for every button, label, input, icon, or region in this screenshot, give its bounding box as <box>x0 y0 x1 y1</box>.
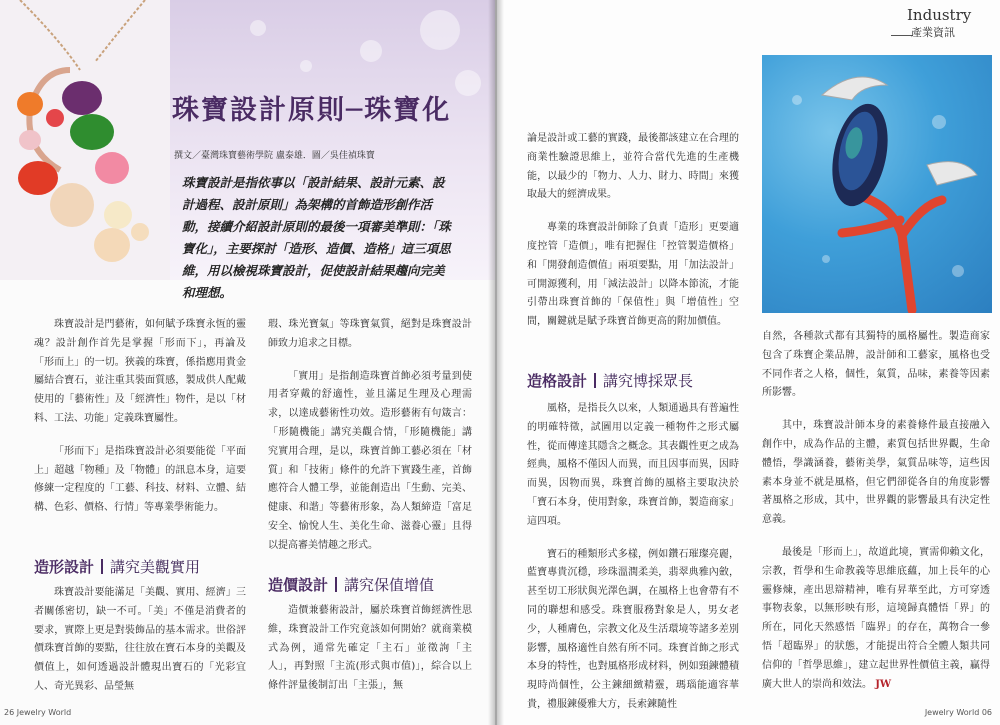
divider <box>594 373 596 388</box>
section-heading-price <box>268 574 434 595</box>
section-form-text <box>34 584 246 711</box>
author-signature: JW <box>875 678 892 690</box>
divider <box>891 35 913 36</box>
section-heading-subtitle: 講究美觀實用 <box>110 558 201 576</box>
paragraph: 自然，各種款式都有其獨特的風格屬性。製造商家包含了珠寶企業品牌，設計師和工藝家，風格也受不同作者之人格，個性，氣質，品味，素養等因素所影響。 <box>762 331 990 399</box>
paragraph: 論是設計或工藝的實踐，最後都該建立在合理的商業性驗證思維上，並符合當代先進的生產機能，以最少的「物力、人力、財力、時間」來獲取最大的經濟成果。 <box>527 133 739 201</box>
paragraph: 瑕、珠光寶氣」等珠寶氣質，絕對是珠寶設計師致力追求之目標。 <box>268 319 472 349</box>
section-price-text <box>268 602 472 710</box>
paragraph: 造價兼藝術設計，屬於珠寶首飾經濟性思維，珠寶設計工作究竟該如何開始？就商業模式為例，通常先確定「主石」並徵詢「主人」，再對照「主流(形式與市值)」，綜合以上條件評量後制訂出「主張」，無 <box>268 605 472 692</box>
paragraph: 專業的珠寶設計師除了負責「造形」更要適度控管「造價」，唯有把握住「控管製造價格」和「開發創造價值」兩項要點，用「加法設計」可開源獲利，用「減法設計」以降本節流，才能引帶出珠寶首飾的「保值性」與「增值性」空間，關鍵就是賦予珠寶首飾更高的附加價值。 <box>527 222 739 328</box>
paragraph: 「實用」是指創造珠寶首飾必須考量到使用者穿戴的舒適性，並且滿足生理及心理需求，以達成藝術性功效。造形藝術有句箴言：「形隨機能」講究美觀合情，「形隨機能」講究實用合理，是以，珠寶首飾工藝必須在「材質」和「技術」條件的允許下實踐生產，首飾應符合人體工學，並能創造出「生動、完美、健康、和諧」等藝術形象，為人類締造「富足安全、愉悅人生、美化生命、滋養心靈」且得以提高審美情趣之形式。 <box>268 370 472 551</box>
pendant-necklace-image <box>0 0 170 280</box>
paragraph: 珠寶設計要能滿足「美觀、實用、經濟」三者關係密切，缺一不可。「美」不僅是消費者的要求，實際上更是對裝飾品的基本需求。世俗評價珠寶首飾的要點，往往放在寶石本身的美觀及價值上，如何透過設計體現出寶石的「光彩宜人、奇光異彩、品瑩無 <box>34 587 246 692</box>
right-column-2 <box>762 328 990 708</box>
section-heading-subtitle: 講究保值增值 <box>344 576 435 594</box>
divider <box>335 577 337 592</box>
brooch-photo <box>762 55 992 313</box>
page-folio-right: Jewelry World 06 <box>924 708 992 717</box>
section-heading-title: 造價設計 <box>268 576 329 594</box>
section-style-text <box>527 400 739 725</box>
section-heading-style <box>527 370 693 391</box>
article-title: 珠寶設計原則─珠寶化 <box>172 95 452 126</box>
left-page <box>0 0 495 725</box>
section-heading-title: 造格設計 <box>527 372 588 390</box>
right-page <box>497 0 1000 725</box>
book-gutter <box>488 0 504 725</box>
section-heading-subtitle: 講究博採眾長 <box>603 372 694 390</box>
divider <box>101 559 103 574</box>
section-label-en: Industry <box>907 6 972 24</box>
paragraph <box>762 544 990 694</box>
section-heading-form <box>34 556 200 577</box>
right-column-1 <box>527 130 739 346</box>
paragraph-text: 最後是「形而上」，故道此境，實需仰賴文化，宗教，哲學和生命教義等思維底蘊，加上長年的心靈修煉，產出思辯精神，唯有昇華至此，方可穿透事物表象，以無形映有形，這境歸真體悟「界」的所在，同化天然感悟「臨界」的存在，萬物合一參悟「超臨界」的狀態，才能提出符合全體人類共同信仰的「哲學思維」，建立起世界性價值主義，贏得廣大世人的崇尚和效法。 <box>762 546 990 690</box>
article-credit: 撰文／臺灣珠寶藝術學院 盧泰雄．圖／吳佳禎珠寶 <box>174 151 375 161</box>
paragraph: 風格，是指長久以來，人類通過具有普遍性的明確特徵，試圖用以定義一種物件之形式屬性，從而傳達其隱含之概念。其表觀性更之成為經典，風格不僅因人而異，而且因事而異，因時而異，因物而異，珠寶首飾的風格主要取決於「寶石本身，使用對象，珠寶首飾，製造商家」這四項。 <box>527 403 739 527</box>
section-label-zh: 產業資訊 <box>911 26 955 39</box>
article-lead: 珠寶設計是指依事以「設計結果、設計元素、設計過程、設計原則」為架構的首飾造形創作活動，接續介紹設計原則的最後一項審美準則：「珠寶化」，主要探討「造形、造價、造格」這三項思維，用以檢視珠寶設計，促使設計結果趨向完美和理想。 <box>182 175 451 300</box>
left-column-2 <box>268 316 472 570</box>
paragraph: 「形而下」是指珠寶設計必須要能從「平面上」超越「物種」及「物體」的訊息本身，這要修練一定程度的「工藝、科技、材料、立體、結構、色彩、價格、行情」等專業學術能力。 <box>34 445 246 514</box>
paragraph: 其中，珠寶設計師本身的素養條件最直接融入創作中，成為作品的主體，素質包括世界觀，生命體悟，學識涵養，藝術美學，氣質品味等，這些因素本身並不就是風格，但它們卻從各自的角度影響著風格之形成，其中，世界觀的影響最具有決定性意義。 <box>762 420 990 526</box>
section-heading-title: 造形設計 <box>34 558 95 576</box>
paragraph: 寶石的種類形式多樣，例如鑽石璀璨亮麗，藍寶專貴沉穩，珍珠溫潤柔美，翡翠典雅內斂，甚至切工形狀與光澤色調，在風格上也會帶有不同的聯想和感受。珠寶服務對象是人，男女老少，人種膚色，宗教文化及生活環境等諸多差別影響，風格適性自然有所不同。珠寶首飾之形式本身的特性，也對風格形成材料，例如頸鍊體積現時尚個性，公主鍊細緻精靈，瑪瑙能適容華貴，禮服鍊優雅大方，長索鍊隨性 <box>527 548 739 710</box>
left-column-1 <box>34 316 246 532</box>
paragraph: 珠寶設計是門藝術，如何賦予珠寶永恆的靈魂？設計創作首先是掌握「形而下」，再論及「形而上」的一切。狹義的珠寶，係指應用貴金屬結合寶石，並注重其裝面質感，製成供人配戴使用的「藝術性」及「經濟性」物件，是以「材料、工法、功能」定義珠寶屬性。 <box>34 319 246 424</box>
page-folio-left: 26 Jewelry World <box>4 708 72 717</box>
